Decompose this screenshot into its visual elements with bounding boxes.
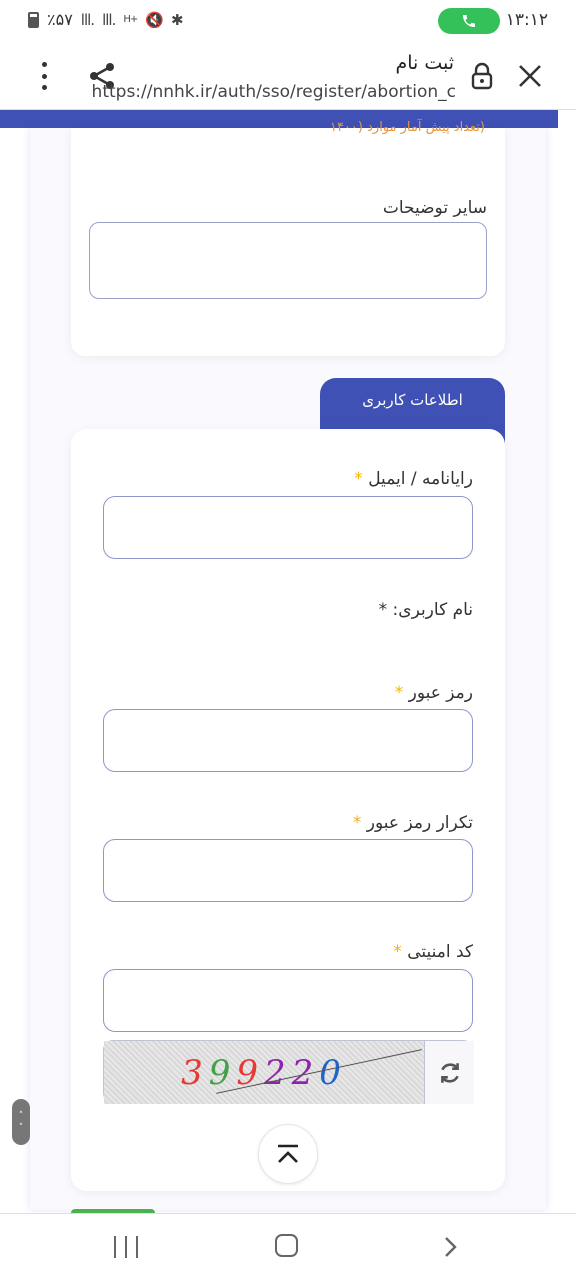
- captcha: [103, 1040, 473, 1103]
- battery-icon: [28, 12, 39, 28]
- other-description-label: سایر توضیحات: [382, 198, 487, 218]
- password-label-text: رمز عبور: [408, 683, 473, 703]
- captcha-digit: 9: [236, 1052, 264, 1093]
- other-description-textarea[interactable]: [89, 222, 487, 299]
- signal-icon-2: lll.: [102, 10, 116, 29]
- chevron-up-icon: ˄: [18, 1111, 24, 1121]
- chevron-up-icon: [275, 1143, 301, 1165]
- required-mark: *: [394, 683, 404, 703]
- back-icon[interactable]: [440, 1236, 460, 1258]
- status-icons: [28, 10, 183, 29]
- email-field[interactable]: [103, 496, 473, 559]
- battery-percent: ٪۵۷: [47, 10, 73, 29]
- email-label: [354, 469, 473, 489]
- captcha-digit: 9: [208, 1052, 237, 1093]
- lock-icon[interactable]: [470, 62, 494, 90]
- status-bar: [0, 0, 576, 42]
- refresh-icon: [437, 1060, 463, 1086]
- captcha-digit: 0: [319, 1052, 347, 1093]
- home-icon[interactable]: [275, 1234, 298, 1257]
- edge-panel-handle[interactable]: [12, 1099, 30, 1145]
- user-info-card: [71, 429, 505, 1191]
- captcha-code: [181, 1053, 347, 1093]
- system-nav-bar: [0, 1213, 576, 1280]
- security-code-field[interactable]: [103, 969, 473, 1032]
- captcha-image: [104, 1041, 424, 1104]
- clipped-field-label: (تعداد پیش آمار موارد (۱۴۰۰: [329, 120, 485, 135]
- password-field[interactable]: [103, 709, 473, 772]
- close-icon[interactable]: [516, 62, 544, 90]
- security-code-label: [393, 942, 473, 962]
- page-url-text: https://nnhk.ir/auth/sso/register/abortion_c: [91, 82, 456, 102]
- phone-icon: [461, 13, 477, 29]
- more-options-icon[interactable]: [36, 62, 52, 90]
- browser-toolbar: [0, 42, 576, 110]
- password-repeat-label-text: تکرار رمز عبور: [366, 813, 473, 833]
- call-indicator[interactable]: [438, 8, 500, 34]
- captcha-refresh-button[interactable]: [424, 1041, 474, 1104]
- description-card: [71, 120, 505, 356]
- clock: ۱۳:۱۲: [505, 10, 548, 30]
- mute-icon: 🔇: [145, 10, 163, 29]
- signal-icon: lll.: [80, 10, 95, 29]
- email-label-text: رایانامه / ایمیل: [368, 469, 473, 489]
- captcha-digit: 2: [291, 1052, 320, 1093]
- chevron-down-icon: ˅: [18, 1123, 24, 1133]
- page-title: ثبت نام: [395, 52, 454, 74]
- captcha-digit: 2: [264, 1052, 292, 1093]
- data-icon: H+: [123, 14, 138, 25]
- required-mark: *: [393, 942, 402, 962]
- password-repeat-field[interactable]: [103, 839, 473, 902]
- security-code-label-text: کد امنیتی: [407, 942, 473, 962]
- recent-apps-icon[interactable]: [114, 1236, 138, 1258]
- username-label: [379, 600, 473, 620]
- password-repeat-label: [353, 813, 473, 833]
- bluetooth-icon: ✱: [170, 10, 183, 29]
- tab-user-info-label: اطلاعات کاربری: [362, 391, 463, 409]
- required-mark: *: [354, 469, 363, 489]
- username-label-text: نام کاربری:: [392, 600, 473, 620]
- captcha-digit: 3: [181, 1052, 209, 1093]
- page-url[interactable]: [91, 82, 456, 102]
- required-mark: *: [352, 813, 362, 833]
- username-required-mark: *: [378, 600, 388, 620]
- password-label: [395, 683, 473, 703]
- scroll-to-top-button[interactable]: [258, 1124, 318, 1184]
